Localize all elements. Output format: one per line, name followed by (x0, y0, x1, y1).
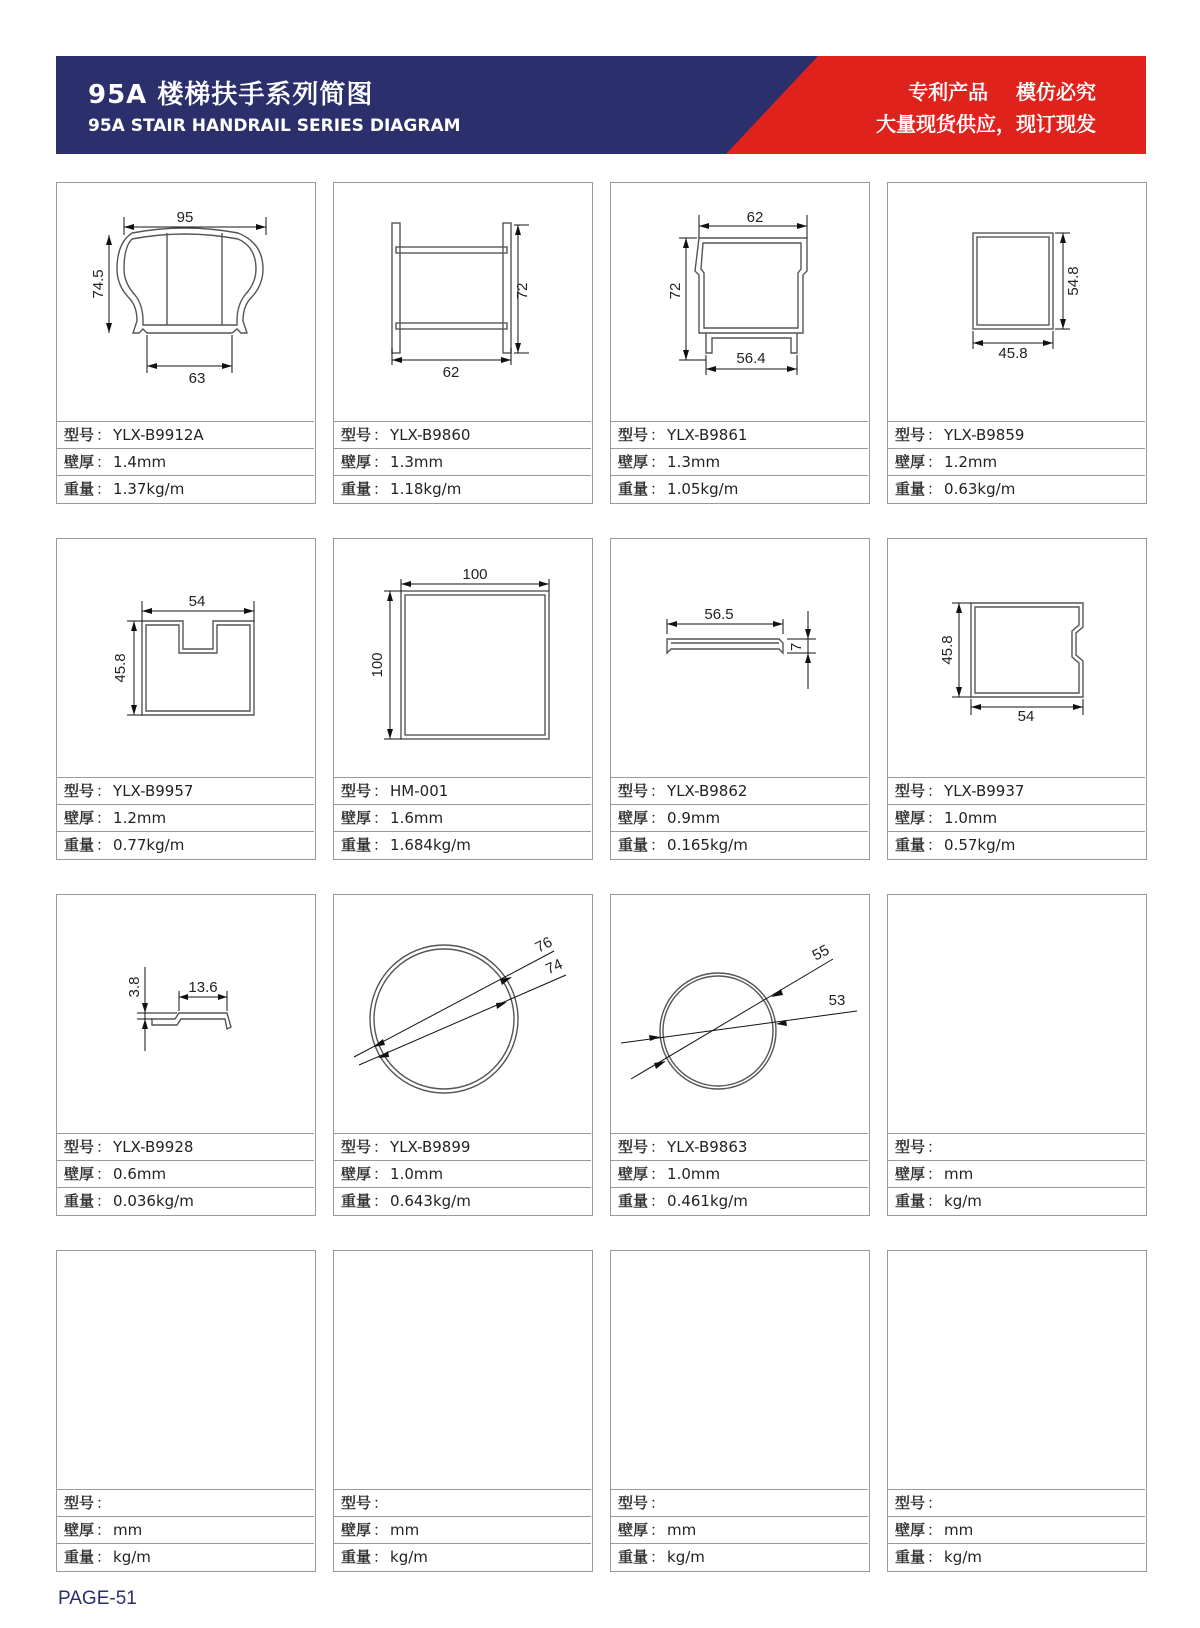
model-value: YLX-B9957 (113, 782, 194, 800)
profile-diagram (57, 539, 314, 777)
weight-row: 重量 ： 1.684kg/m (334, 831, 591, 858)
dimension-label: 72 (667, 282, 684, 300)
model-row: 型号 ： (888, 1489, 1145, 1516)
weight-value: 0.63kg/m (944, 480, 1016, 498)
dimension-label: 45.8 (998, 345, 1028, 362)
model-row: 型号 ： (611, 1489, 868, 1516)
model-value: YLX-B9899 (390, 1138, 471, 1156)
weight-value: kg/m (944, 1192, 982, 1210)
dimension-label: 55 (809, 941, 833, 965)
weight-row: 重量 ： 0.165kg/m (611, 831, 868, 858)
weight-row: 重量 ： kg/m (57, 1543, 314, 1570)
dimension-label: 54 (188, 593, 206, 610)
thickness-row: 壁厚 ： 0.9mm (611, 804, 868, 831)
weight-row: 重量 ： kg/m (334, 1543, 591, 1570)
product-card (887, 894, 1147, 1216)
profile-diagram (611, 183, 868, 421)
product-card (887, 182, 1147, 504)
profile-diagram (888, 183, 1145, 421)
thickness-value: 1.2mm (944, 453, 998, 471)
profile-diagram-empty (611, 1251, 868, 1489)
model-row: 型号 ： YLX-B9928 (57, 1133, 314, 1160)
model-row: 型号 ： YLX-B9937 (888, 777, 1145, 804)
profile-diagram-empty (888, 1251, 1145, 1489)
weight-row: 重量 ： kg/m (888, 1543, 1145, 1570)
weight-value: kg/m (390, 1548, 428, 1566)
thickness-value: 0.6mm (113, 1165, 167, 1183)
model-row: 型号 ： HM-001 (334, 777, 591, 804)
weight-row: 重量 ： 1.18kg/m (334, 475, 591, 502)
thickness-value: 1.0mm (390, 1165, 444, 1183)
thickness-value: 1.3mm (667, 453, 721, 471)
model-value: YLX-B9859 (944, 426, 1025, 444)
dimension-label: 74.5 (90, 269, 107, 299)
product-card (887, 1250, 1147, 1572)
header-banner (56, 56, 1146, 154)
weight-row: 重量 ： 0.57kg/m (888, 831, 1145, 858)
weight-row: 重量 ： 0.77kg/m (57, 831, 314, 858)
thickness-row: 壁厚 ： 1.2mm (888, 448, 1145, 475)
weight-value: kg/m (667, 1548, 705, 1566)
profile-diagram (334, 183, 591, 421)
product-card (333, 538, 593, 860)
product-card (333, 182, 593, 504)
dimension-label: 76 (532, 933, 556, 957)
thickness-row: 壁厚 ： mm (888, 1516, 1145, 1543)
model-value: YLX-B9912A (113, 426, 204, 444)
dimension-label: 45.8 (939, 635, 956, 665)
thickness-row: 壁厚 ： 1.4mm (57, 448, 314, 475)
profile-diagram (57, 183, 314, 421)
thickness-value: 1.3mm (390, 453, 444, 471)
thickness-value: mm (667, 1521, 697, 1539)
thickness-row: 壁厚 ： 1.3mm (334, 448, 591, 475)
dimension-label: 72 (514, 282, 531, 300)
dimension-label: 45.8 (112, 653, 129, 683)
model-value: YLX-B9928 (113, 1138, 194, 1156)
thickness-row: 壁厚 ： 1.0mm (334, 1160, 591, 1187)
dimension-label: 54 (1017, 708, 1035, 725)
profile-diagram-empty (888, 895, 1145, 1133)
dimension-label: 62 (746, 209, 764, 226)
profile-diagram (611, 895, 868, 1133)
product-card (56, 894, 316, 1216)
dimension-label: 54.8 (1065, 266, 1082, 296)
thickness-row: 壁厚 ： 0.6mm (57, 1160, 314, 1187)
weight-value: 0.57kg/m (944, 836, 1016, 854)
profile-diagram (611, 539, 868, 777)
thickness-value: 0.9mm (667, 809, 721, 827)
product-card (56, 538, 316, 860)
model-value: YLX-B9937 (944, 782, 1025, 800)
thickness-value: 1.0mm (944, 809, 998, 827)
model-value: YLX-B9863 (667, 1138, 748, 1156)
profile-diagram (334, 539, 591, 777)
product-card (887, 538, 1147, 860)
weight-value: 0.036kg/m (113, 1192, 194, 1210)
weight-row: 重量 ： 0.63kg/m (888, 475, 1145, 502)
weight-value: kg/m (944, 1548, 982, 1566)
product-card (333, 894, 593, 1216)
thickness-row: 壁厚 ： mm (57, 1516, 314, 1543)
weight-value: kg/m (113, 1548, 151, 1566)
slogan-line-1: 专利产品 模仿必究 (908, 80, 1096, 104)
dimension-label: 3.8 (126, 976, 143, 998)
model-row: 型号 ： YLX-B9860 (334, 421, 591, 448)
dimension-label: 53 (828, 992, 846, 1009)
dimension-label: 74 (543, 955, 566, 979)
dimension-label: 13.6 (188, 979, 218, 996)
weight-row: 重量 ： 0.036kg/m (57, 1187, 314, 1214)
thickness-row: 壁厚 ： mm (611, 1516, 868, 1543)
profile-diagram (57, 895, 314, 1133)
weight-row: 重量 ： kg/m (611, 1543, 868, 1570)
model-value: YLX-B9860 (390, 426, 471, 444)
weight-value: 1.684kg/m (390, 836, 471, 854)
thickness-row: 壁厚 ： 1.3mm (611, 448, 868, 475)
weight-row: 重量 ： 1.37kg/m (57, 475, 314, 502)
thickness-value: 1.6mm (390, 809, 444, 827)
thickness-row: 壁厚 ： mm (334, 1516, 591, 1543)
thickness-value: 1.0mm (667, 1165, 721, 1183)
thickness-value: mm (113, 1521, 143, 1539)
weight-value: 0.643kg/m (390, 1192, 471, 1210)
slogan-line-2: 大量现货供应，现订现发 (876, 112, 1096, 136)
dimension-label: 56.5 (704, 606, 734, 623)
header-red-section (726, 56, 1146, 154)
weight-value: 0.77kg/m (113, 836, 185, 854)
weight-value: 1.18kg/m (390, 480, 462, 498)
weight-row: 重量 ： 0.461kg/m (611, 1187, 868, 1214)
profile-diagram (334, 895, 591, 1133)
dimension-label: 95 (176, 209, 194, 226)
page-number: PAGE-51 (58, 1588, 137, 1609)
model-value: YLX-B9861 (667, 426, 748, 444)
weight-value: 1.37kg/m (113, 480, 185, 498)
product-card (610, 538, 870, 860)
weight-row: 重量 ： 1.05kg/m (611, 475, 868, 502)
dimension-label: 100 (369, 652, 386, 678)
dimension-label: 63 (188, 370, 206, 387)
weight-row: 重量 ： kg/m (888, 1187, 1145, 1214)
dimension-label: 56.4 (736, 350, 766, 367)
dimension-label: 100 (462, 566, 488, 583)
weight-row: 重量 ： 0.643kg/m (334, 1187, 591, 1214)
product-card (56, 182, 316, 504)
profile-diagram-empty (57, 1251, 314, 1489)
product-card (610, 182, 870, 504)
weight-value: 1.05kg/m (667, 480, 739, 498)
page-title-en: 95A STAIR HANDRAIL SERIES DIAGRAM (88, 116, 461, 136)
product-card (610, 894, 870, 1216)
thickness-value: mm (390, 1521, 420, 1539)
thickness-row: 壁厚 ： mm (888, 1160, 1145, 1187)
thickness-value: mm (944, 1165, 974, 1183)
model-row: 型号 ： (334, 1489, 591, 1516)
thickness-value: mm (944, 1521, 974, 1539)
thickness-row: 壁厚 ： 1.0mm (888, 804, 1145, 831)
model-value: YLX-B9862 (667, 782, 748, 800)
model-row: 型号 ： YLX-B9863 (611, 1133, 868, 1160)
thickness-row: 壁厚 ： 1.6mm (334, 804, 591, 831)
weight-value: 0.165kg/m (667, 836, 748, 854)
model-row: 型号 ： YLX-B9957 (57, 777, 314, 804)
profile-diagram (888, 539, 1145, 777)
model-row: 型号 ： YLX-B9862 (611, 777, 868, 804)
weight-value: 0.461kg/m (667, 1192, 748, 1210)
model-row: 型号 ： YLX-B9912A (57, 421, 314, 448)
thickness-value: 1.2mm (113, 809, 167, 827)
model-row: 型号 ： (57, 1489, 314, 1516)
thickness-row: 壁厚 ： 1.2mm (57, 804, 314, 831)
model-row: 型号 ： YLX-B9859 (888, 421, 1145, 448)
page-title-cn: 95A 楼梯扶手系列简图 (88, 80, 374, 110)
profile-diagram-empty (334, 1251, 591, 1489)
model-row: 型号 ： (888, 1133, 1145, 1160)
thickness-value: 1.4mm (113, 453, 167, 471)
model-row: 型号 ： YLX-B9899 (334, 1133, 591, 1160)
product-card (56, 1250, 316, 1572)
thickness-row: 壁厚 ： 1.0mm (611, 1160, 868, 1187)
model-value: HM-001 (390, 782, 449, 800)
dimension-label: 62 (442, 364, 460, 381)
model-row: 型号 ： YLX-B9861 (611, 421, 868, 448)
dimension-label: 7 (788, 642, 805, 652)
product-card (333, 1250, 593, 1572)
product-card (610, 1250, 870, 1572)
